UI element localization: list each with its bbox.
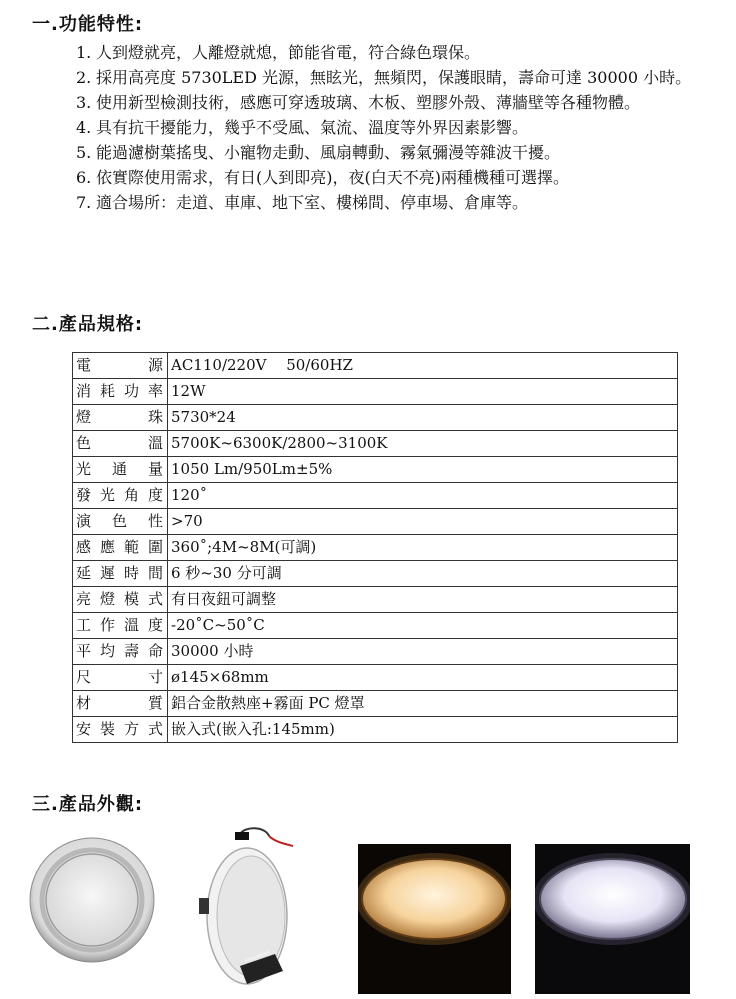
spec-value: 嵌入式(嵌入孔:145mm) <box>168 717 678 743</box>
spec-value: >70 <box>168 509 678 535</box>
spec-label: 尺 寸 <box>76 668 164 686</box>
spec-label-cell <box>73 535 168 561</box>
features-list <box>76 40 726 215</box>
feature-number: 5. <box>76 143 92 162</box>
feature-text: 適合場所：走道、車庫、地下室、樓梯間、停車場、倉庫等。 <box>96 193 529 212</box>
feature-item <box>76 165 726 190</box>
spec-label-cell <box>73 691 168 717</box>
product-cool-light-image <box>535 844 690 994</box>
spec-label: 亮 燈 模 式 <box>76 590 164 608</box>
feature-number: 1. <box>76 43 92 62</box>
feature-item <box>76 190 726 215</box>
spec-value: ø145×68mm <box>168 665 678 691</box>
spec-row <box>73 561 678 587</box>
spec-value: 6 秒~30 分可調 <box>168 561 678 587</box>
feature-item <box>76 140 726 165</box>
spec-label-cell <box>73 379 168 405</box>
spec-value: AC110/220V 50/60HZ <box>168 353 678 379</box>
feature-number: 3. <box>76 93 92 112</box>
spec-row <box>73 457 678 483</box>
spec-label-cell <box>73 509 168 535</box>
spec-label-cell <box>73 665 168 691</box>
spec-value: 1050 Lm/950Lm±5% <box>168 457 678 483</box>
spec-row <box>73 535 678 561</box>
feature-item <box>76 90 726 115</box>
spec-value: -20˚C~50˚C <box>168 613 678 639</box>
feature-text: 具有抗干擾能力，幾乎不受風、氣流、溫度等外界因素影響。 <box>96 118 529 137</box>
spec-value: 120˚ <box>168 483 678 509</box>
spec-label: 光 通 量 <box>76 460 164 478</box>
appearance-section-title: 三.產品外觀: <box>32 794 144 815</box>
spec-label-cell <box>73 405 168 431</box>
specs-section-title: 二.產品規格: <box>32 314 144 335</box>
spec-label: 色 溫 <box>76 434 164 452</box>
spec-value: 鋁合金散熱座+霧面 PC 燈罩 <box>168 691 678 717</box>
spec-value: 30000 小時 <box>168 639 678 665</box>
feature-number: 7. <box>76 193 92 212</box>
spec-label: 消 耗 功 率 <box>76 382 164 400</box>
spec-row <box>73 613 678 639</box>
spec-row <box>73 405 678 431</box>
spec-row <box>73 353 678 379</box>
feature-item <box>76 40 726 65</box>
spec-label: 工 作 溫 度 <box>76 616 164 634</box>
spec-value: 5730*24 <box>168 405 678 431</box>
product-side-view-image <box>185 826 310 986</box>
spec-label: 演 色 性 <box>76 512 164 530</box>
spec-value: 有日夜鈕可調整 <box>168 587 678 613</box>
feature-text: 能過濾樹葉搖曳、小寵物走動、風扇轉動、霧氣彌漫等雜波干擾。 <box>96 143 561 162</box>
features-section-title: 一.功能特性: <box>32 14 144 35</box>
feature-number: 4. <box>76 118 92 137</box>
spec-row <box>73 639 678 665</box>
spec-table <box>72 352 678 743</box>
feature-text: 採用高亮度 5730LED 光源，無眩光，無頻閃，保護眼睛，壽命可達 30000 小時。 <box>96 68 692 87</box>
feature-text: 依實際使用需求，有日(人到即亮)，夜(白天不亮)兩種機種可選擇。 <box>96 168 569 187</box>
spec-row <box>73 691 678 717</box>
spec-label-cell <box>73 717 168 743</box>
feature-item <box>76 65 726 90</box>
spec-label: 發 光 角 度 <box>76 486 164 504</box>
product-photos <box>0 826 736 996</box>
spec-label: 延 遲 時 間 <box>76 564 164 582</box>
spec-row <box>73 587 678 613</box>
feature-text: 人到燈就亮，人離燈就熄，節能省電，符合綠色環保。 <box>96 43 481 62</box>
spec-value: 12W <box>168 379 678 405</box>
spec-label: 電 源 <box>76 356 164 374</box>
spec-label-cell <box>73 613 168 639</box>
feature-item <box>76 115 726 140</box>
spec-row <box>73 483 678 509</box>
spec-value: 5700K~6300K/2800~3100K <box>168 431 678 457</box>
spec-label-cell <box>73 483 168 509</box>
feature-number: 2. <box>76 68 92 87</box>
spec-row <box>73 717 678 743</box>
feature-text: 使用新型檢測技術，感應可穿透玻璃、木板、塑膠外殼、薄牆壁等各種物體。 <box>96 93 641 112</box>
feature-number: 6. <box>76 168 92 187</box>
spec-label-cell <box>73 639 168 665</box>
spec-value: 360˚;4M~8M(可調) <box>168 535 678 561</box>
spec-label-cell <box>73 353 168 379</box>
spec-label: 平 均 壽 命 <box>76 642 164 660</box>
spec-label-cell <box>73 561 168 587</box>
spec-label: 材 質 <box>76 694 164 712</box>
spec-label-cell <box>73 587 168 613</box>
spec-row <box>73 431 678 457</box>
product-warm-light-image <box>358 844 511 994</box>
spec-row <box>73 509 678 535</box>
spec-label-cell <box>73 457 168 483</box>
spec-label: 燈 珠 <box>76 408 164 426</box>
spec-row <box>73 665 678 691</box>
spec-row <box>73 379 678 405</box>
spec-label-cell <box>73 431 168 457</box>
spec-label: 安 裝 方 式 <box>76 720 164 738</box>
product-front-view-image <box>28 836 156 964</box>
spec-label: 感 應 範 圍 <box>76 538 164 556</box>
